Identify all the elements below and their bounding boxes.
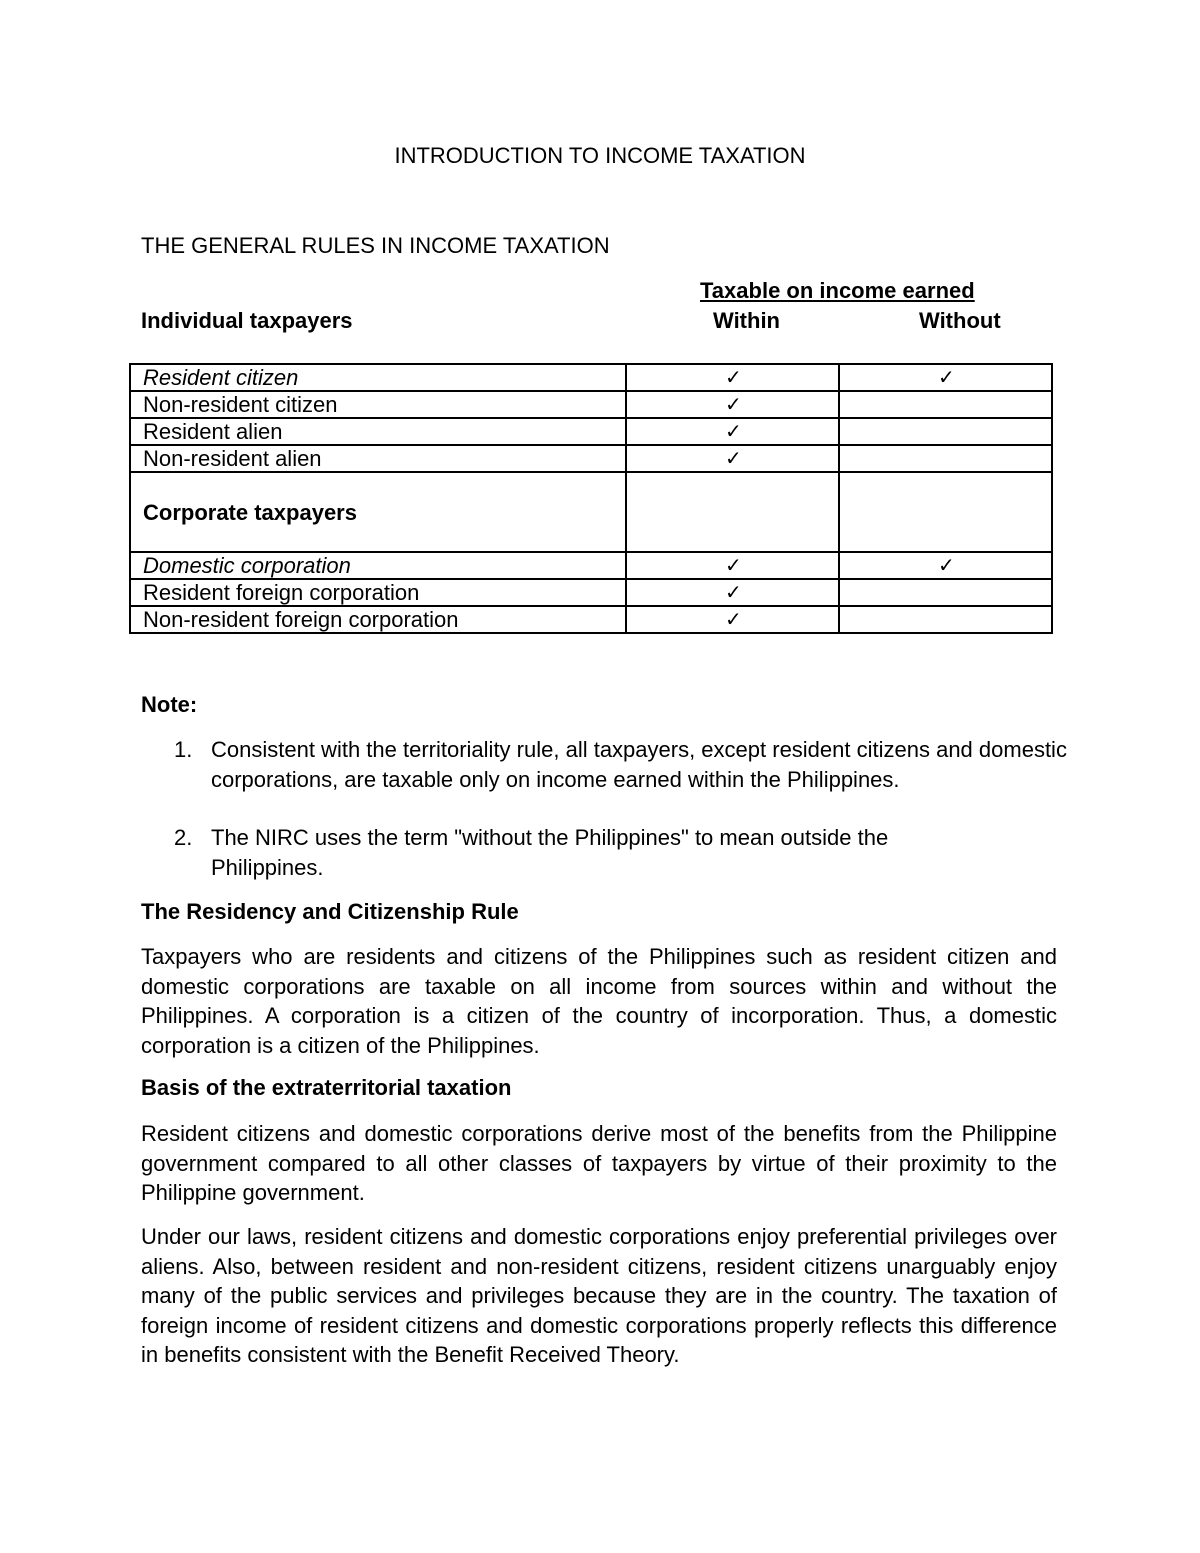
note-label: Note: bbox=[141, 692, 198, 717]
checkmark-within: ✓ bbox=[626, 364, 839, 391]
individual-taxpayers-label: Individual taxpayers bbox=[141, 308, 353, 333]
basis-paragraph-1: Resident citizens and domestic corporations derive most of the benefits from the Philippine government compared to all other classes of taxpayers by virtue of their proximity to the Philippine government. bbox=[141, 1121, 1057, 1206]
row-label: Resident alien bbox=[130, 418, 626, 445]
table-row bbox=[130, 391, 1052, 418]
column-header-within: Within bbox=[713, 308, 780, 333]
section-title: THE GENERAL RULES IN INCOME TAXATION bbox=[141, 233, 610, 258]
taxpayer-rules-table bbox=[129, 363, 1053, 634]
basis-heading: Basis of the extraterritorial taxation bbox=[141, 1075, 512, 1100]
table-row bbox=[130, 579, 1052, 606]
checkmark-within: ✓ bbox=[626, 579, 839, 606]
row-label: Non-resident foreign corporation bbox=[130, 606, 626, 633]
checkmark-within: ✓ bbox=[626, 391, 839, 418]
residency-heading: The Residency and Citizenship Rule bbox=[141, 899, 519, 924]
column-header-without: Without bbox=[919, 308, 1001, 333]
row-label: Non-resident alien bbox=[130, 445, 626, 472]
table-row bbox=[130, 445, 1052, 472]
checkmark-without bbox=[839, 445, 1052, 472]
note-item-number: 1. bbox=[174, 737, 193, 762]
checkmark-within bbox=[626, 472, 839, 552]
note-item-text: The NIRC uses the term "without the Philippines" to mean outside the Philippines. bbox=[211, 825, 889, 880]
table-row bbox=[130, 418, 1052, 445]
document-title: INTRODUCTION TO INCOME TAXATION bbox=[394, 143, 806, 168]
checkmark-without bbox=[839, 606, 1052, 633]
checkmark-within: ✓ bbox=[626, 445, 839, 472]
checkmark-within: ✓ bbox=[626, 606, 839, 633]
row-label: Domestic corporation bbox=[130, 552, 626, 579]
note-list-item bbox=[174, 735, 1074, 795]
note-list-item bbox=[174, 823, 1074, 883]
residency-paragraph: Taxpayers who are residents and citizens of the Philippines such as resident citizen and domestic corporations are taxable on all income from sources within and without the Philippines. A corporation is a citizen of the country of incorporation. Thus, a domestic corporation is a citizen of the Philippines. bbox=[141, 944, 1057, 1058]
table-row bbox=[130, 606, 1052, 633]
table-row-corporate-header bbox=[130, 472, 1052, 552]
checkmark-without bbox=[839, 472, 1052, 552]
row-label: Non-resident citizen bbox=[130, 391, 626, 418]
checkmark-without: ✓ bbox=[839, 364, 1052, 391]
checkmark-without bbox=[839, 579, 1052, 606]
checkmark-within: ✓ bbox=[626, 418, 839, 445]
note-item-text: Consistent with the territoriality rule, all taxpayers, except resident citizens and domestic corporations, are taxable only on income earned within the Philippines. bbox=[211, 737, 1067, 792]
corporate-taxpayers-label: Corporate taxpayers bbox=[130, 472, 626, 552]
checkmark-without: ✓ bbox=[839, 552, 1052, 579]
row-label: Resident citizen bbox=[130, 364, 626, 391]
table-row bbox=[130, 364, 1052, 391]
row-label: Resident foreign corporation bbox=[130, 579, 626, 606]
checkmark-without bbox=[839, 391, 1052, 418]
checkmark-without bbox=[839, 418, 1052, 445]
basis-paragraph-2: Under our laws, resident citizens and domestic corporations enjoy preferential privileges over aliens. Also, between resident and non-resident citizens, resident citizens unarguably enjoy many of the public services and privileges because they are in the country. The taxation of foreign income of resident citizens and domestic corporations properly reflects this difference in benefits consistent with the Benefit Received Theory. bbox=[141, 1224, 1057, 1368]
checkmark-within: ✓ bbox=[626, 552, 839, 579]
note-item-number: 2. bbox=[174, 825, 193, 850]
table-row bbox=[130, 552, 1052, 579]
table-group-header: Taxable on income earned bbox=[700, 278, 975, 303]
